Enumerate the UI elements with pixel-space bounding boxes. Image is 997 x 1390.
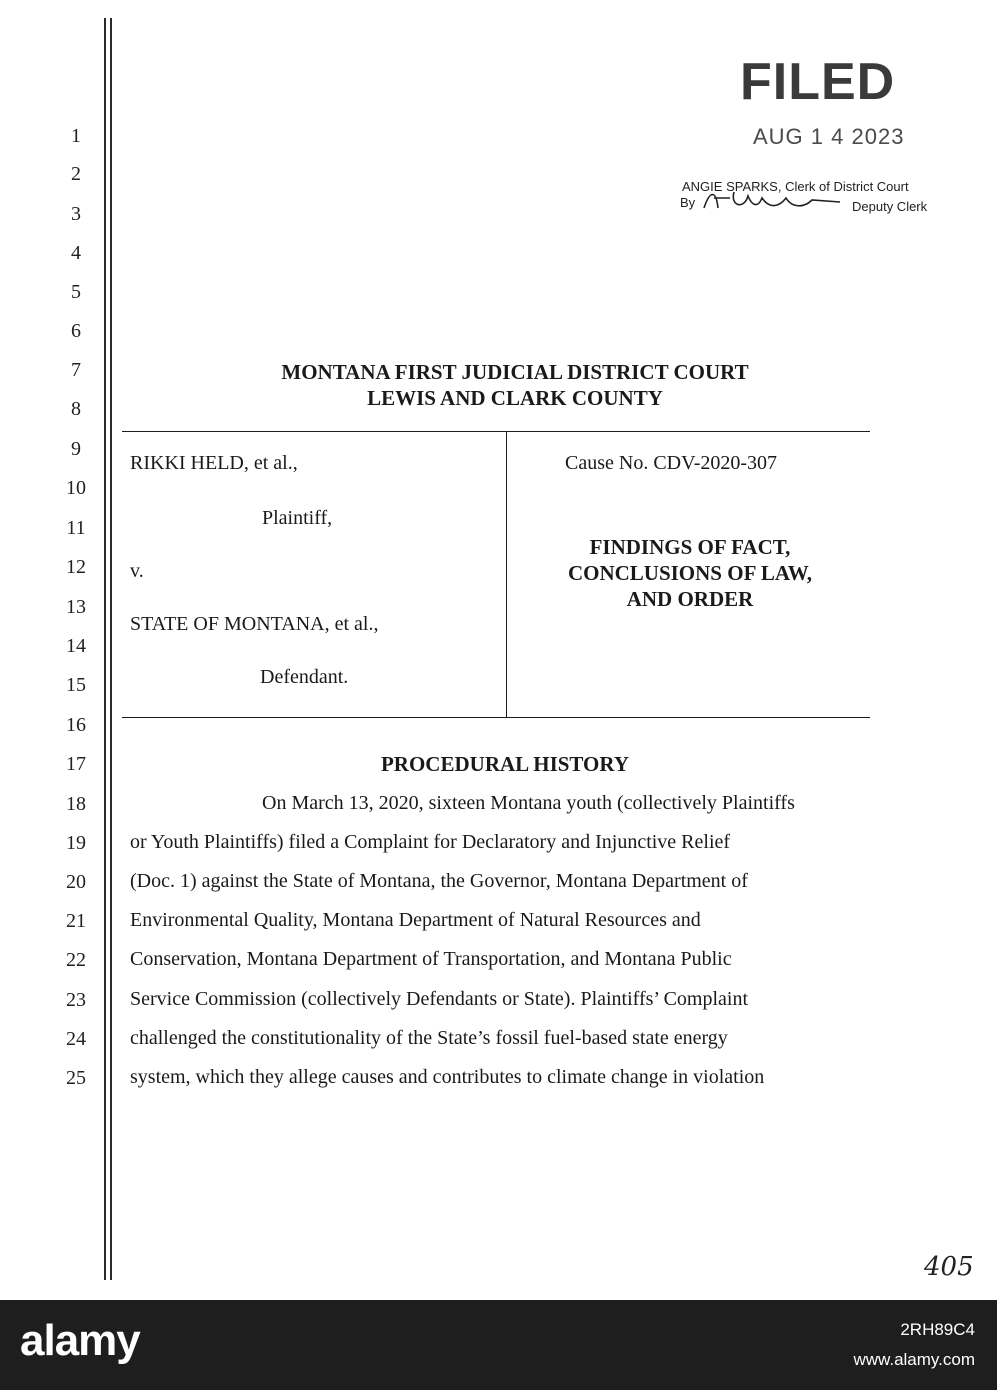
caption-top-rule (122, 431, 870, 432)
watermark-bar (0, 1300, 997, 1390)
line-number: 23 (66, 989, 86, 1011)
handwritten-page-number: 405 (924, 1252, 974, 1282)
line-number: 12 (66, 556, 86, 578)
court-name: MONTANA FIRST JUDICIAL DISTRICT COURT (281, 360, 749, 384)
deputy-signature (700, 186, 850, 220)
left-margin-rule-outer (104, 18, 106, 1280)
document-title-line3: AND ORDER (626, 587, 754, 611)
line-number: 17 (66, 753, 86, 775)
line-number: 11 (66, 517, 86, 539)
line-number: 20 (66, 871, 86, 893)
body-text-line: Conservation, Montana Department of Transportation, and Montana Public (130, 948, 732, 970)
line-number: 19 (66, 832, 86, 854)
line-number: 1 (71, 125, 81, 147)
line-number: 6 (71, 320, 81, 342)
line-number: 25 (66, 1067, 86, 1089)
line-number: 10 (66, 477, 86, 499)
versus-label: v. (130, 560, 144, 582)
caption-bottom-rule (122, 717, 870, 718)
line-number: 2 (71, 163, 81, 185)
defendant-name: STATE OF MONTANA, et al., (130, 613, 379, 635)
body-text-line: or Youth Plaintiffs) filed a Complaint for Declaratory and Injunctive Relief (130, 831, 731, 853)
line-number: 24 (66, 1028, 86, 1050)
clerk-line: ANGIE SPARKS, Clerk of District Court (682, 179, 909, 194)
section-heading: PROCEDURAL HISTORY (380, 752, 629, 776)
filed-stamp: FILED (740, 53, 896, 111)
county-name: LEWIS AND CLARK COUNTY (367, 386, 663, 410)
plaintiff-name: RIKKI HELD, et al., (130, 452, 298, 474)
line-number: 14 (66, 635, 86, 657)
line-number: 13 (66, 596, 86, 618)
site-url: www.alamy.com (853, 1350, 975, 1369)
body-text-line: system, which they allege causes and contributes to climate change in violation (130, 1066, 765, 1088)
body-text-line: challenged the constitutionality of the State’s fossil fuel-based state energy (130, 1027, 728, 1049)
by-label: By (680, 195, 696, 210)
body-text-line: Service Commission (collectively Defendants or State). Plaintiffs’ Complaint (130, 988, 749, 1010)
line-number: 8 (71, 398, 81, 420)
defendant-label: Defendant. (260, 666, 349, 688)
plaintiff-label: Plaintiff, (262, 507, 333, 529)
image-id: 2RH89C4 (900, 1320, 975, 1339)
caption-divider (506, 431, 507, 717)
alamy-logo: alamy (20, 1316, 140, 1365)
body-text-line: (Doc. 1) against the State of Montana, the Governor, Montana Department of (130, 870, 748, 892)
line-number: 9 (71, 438, 81, 460)
line-number: 7 (71, 359, 81, 381)
deputy-clerk-label: Deputy Clerk (852, 199, 928, 214)
body-text-line: Environmental Quality, Montana Department of Natural Resources and (130, 909, 701, 931)
line-number: 21 (66, 910, 86, 932)
left-margin-rule-inner (110, 18, 112, 1280)
line-number: 15 (66, 674, 86, 696)
body-text-line: On March 13, 2020, sixteen Montana youth (collectively Plaintiffs (262, 792, 795, 814)
document-title-line1: FINDINGS OF FACT, (589, 535, 791, 559)
line-number: 22 (66, 949, 86, 971)
line-number: 4 (71, 242, 81, 264)
cause-number: Cause No. CDV-2020-307 (565, 452, 778, 474)
line-number: 16 (66, 714, 86, 736)
line-number: 3 (71, 203, 81, 225)
line-number: 5 (71, 281, 81, 303)
line-number: 18 (66, 793, 86, 815)
filed-date: AUG 1 4 2023 (753, 124, 905, 149)
document-title-line2: CONCLUSIONS OF LAW, (567, 561, 813, 585)
